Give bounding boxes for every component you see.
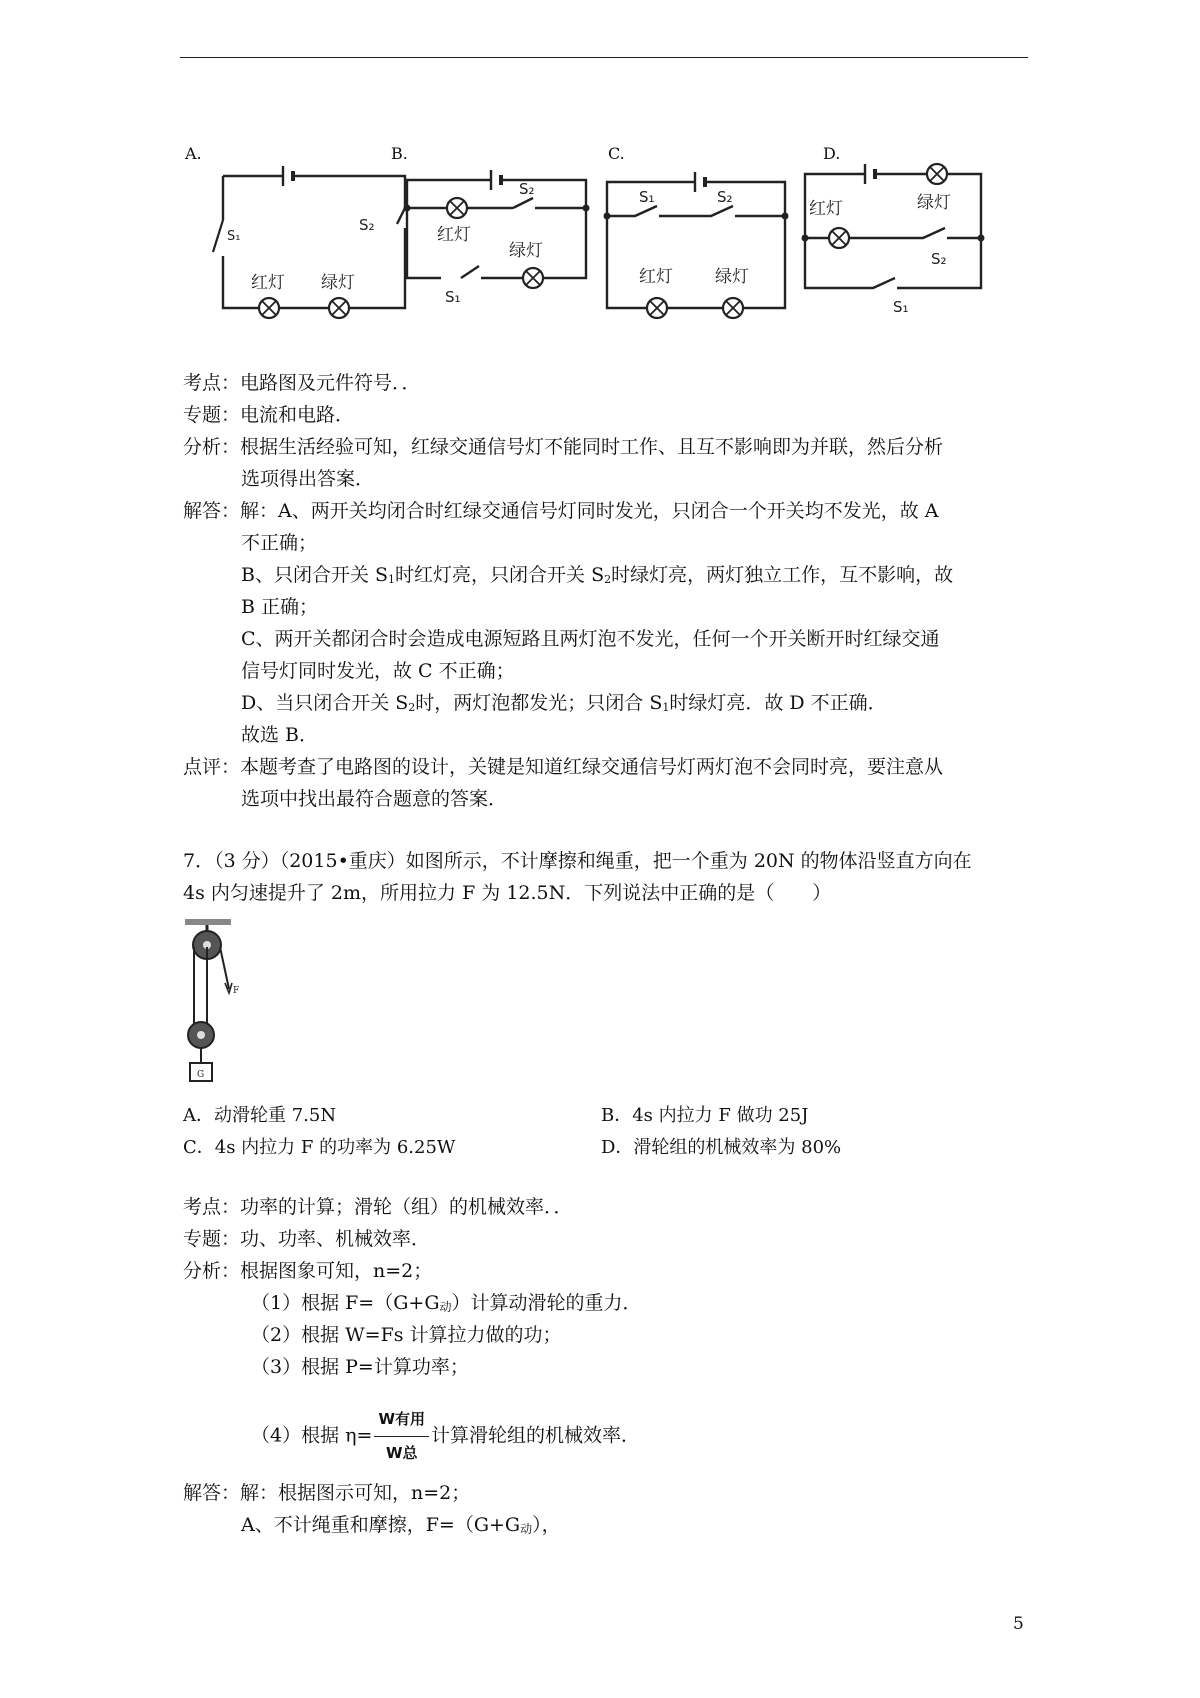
d-s2-label: S₂ bbox=[931, 250, 947, 268]
q6-answer: 故选 B． bbox=[241, 724, 319, 746]
option-c-label: C. bbox=[608, 144, 625, 163]
q6-option-c-analysis-line1: C、两开关都闭合时会造成电源短路且两灯泡不发光，任何一个开关断开时红绿交通 bbox=[241, 628, 940, 650]
c-s1-label: S₁ bbox=[639, 188, 655, 206]
q7-stem bbox=[183, 846, 1028, 910]
force-f-label: F bbox=[233, 986, 240, 996]
q6-option-c-analysis-line2: 信号灯同时发光，故 C 不正确； bbox=[241, 660, 515, 682]
pulley-figure bbox=[183, 917, 249, 1085]
option-b-label: B. bbox=[391, 144, 408, 163]
weight-g-label: G bbox=[197, 1070, 205, 1080]
q7-choice-a: A．动滑轮重 7.5N bbox=[183, 1105, 337, 1126]
c-green-lamp-label: 绿灯 bbox=[715, 267, 749, 287]
q6-jieda-line1: 解答：解：A、两开关均闭合时红绿交通信号灯同时发光，只闭合一个开关均不发光，故 A bbox=[183, 500, 939, 522]
c-s2-label: S₂ bbox=[717, 188, 733, 206]
q6-jieda-line2: 不正确； bbox=[241, 532, 318, 554]
a-green-lamp-label: 绿灯 bbox=[321, 273, 355, 293]
q7-choice-b: B．4s 内拉力 F 做功 25J bbox=[601, 1105, 809, 1126]
circuit-a bbox=[213, 166, 405, 318]
q7-jieda-line1: 解答：解：根据图示可知，n=2； bbox=[183, 1482, 471, 1504]
circuit-options-figure bbox=[183, 144, 1063, 348]
q6-dianping-line2: 选项中找出最符合题意的答案． bbox=[241, 788, 508, 810]
b-s2-label: S₂ bbox=[519, 180, 535, 198]
q7-choice-c: C．4s 内拉力 F 的功率为 6.25W bbox=[183, 1137, 456, 1158]
q7-step4: （4）根据 η= $\frac{\text{W有用}}{\text{W总}}$ 计算滑轮组的机械效率． bbox=[251, 1404, 640, 1469]
q7-stem-line1: 7．（3 分）（2015•重庆）如图所示，不计摩擦和绳重，把一个重为 20N 的物体沿竖直方向在 bbox=[183, 850, 972, 872]
b-red-lamp-label: 红灯 bbox=[437, 225, 471, 245]
circuit-d bbox=[802, 164, 985, 316]
q6-zhuanti: 专题：电流和电路． bbox=[183, 404, 355, 426]
page-number: 5 bbox=[1013, 1614, 1024, 1634]
q7-explanation bbox=[183, 1192, 1028, 1582]
q6-option-b-analysis-line1: B、只闭合开关 $S_1$时红灯亮，只闭合开关 $S_2$时绿灯亮，两灯独立工作，互不影响，故 bbox=[241, 564, 954, 586]
circuit-c bbox=[604, 172, 789, 318]
a-red-lamp-label: 红灯 bbox=[251, 273, 285, 293]
q6-explanation bbox=[183, 368, 1028, 808]
a-s2-label: S₂ bbox=[359, 216, 375, 234]
d-red-lamp-label: 红灯 bbox=[809, 199, 843, 219]
b-s1-label: S₁ bbox=[445, 288, 461, 306]
ceiling-mount bbox=[185, 919, 231, 925]
d-green-lamp-label: 绿灯 bbox=[917, 193, 951, 213]
c-red-lamp-label: 红灯 bbox=[639, 267, 673, 287]
d-s1-label: S₁ bbox=[893, 298, 909, 316]
q6-kaodian: 考点：电路图及元件符号．． bbox=[183, 372, 421, 394]
q7-step3: （3）根据 P=计算功率； bbox=[251, 1356, 469, 1378]
q7-step2: （2）根据 W=Fs 计算拉力做的功； bbox=[251, 1324, 562, 1346]
circuit-b bbox=[404, 170, 590, 306]
a-s1-label: S₁ bbox=[227, 229, 241, 244]
option-a-label: A. bbox=[185, 144, 202, 163]
circuit-diagrams-svg bbox=[183, 148, 1063, 348]
q7-kaodian: 考点：功率的计算；滑轮（组）的机械效率．． bbox=[183, 1196, 573, 1218]
q6-fenxi-line1: 分析：根据生活经验可知，红绿交通信号灯不能同时工作、且互不影响即为并联，然后分析 bbox=[183, 436, 944, 458]
q6-option-d-analysis: D、当只闭合开关 $S_2$时，两灯泡都发光；只闭合 $S_1$时绿灯亮．故 D 不正确． bbox=[241, 692, 887, 714]
q7-choice-d: D．滑轮组的机械效率为 80% bbox=[601, 1137, 842, 1158]
q7-jieda-line2: A、不计绳重和摩擦，F=（G+G动）， bbox=[241, 1514, 561, 1536]
q6-dianping-line1: 点评：本题考查了电路图的设计，关键是知道红绿交通信号灯两灯泡不会同时亮，要注意从 bbox=[183, 756, 944, 778]
q7-zhuanti: 专题：功、功率、机械效率． bbox=[183, 1228, 431, 1250]
q6-fenxi-line2: 选项得出答案． bbox=[241, 468, 375, 490]
efficiency-fraction: $\frac{\text{W有用}}{\text{W总}}$ bbox=[374, 1404, 429, 1469]
q6-option-b-analysis-line2: B 正确； bbox=[241, 596, 319, 618]
header-rule bbox=[180, 57, 1028, 58]
b-green-lamp-label: 绿灯 bbox=[509, 241, 543, 261]
q7-step1: （1）根据 F=（G+G动）计算动滑轮的重力． bbox=[251, 1292, 642, 1314]
q7-stem-line2: 4s 内匀速提升了 2m，所用拉力 F 为 12.5N．下列说法中正确的是（ ） bbox=[183, 882, 832, 904]
q7-fenxi: 分析：根据图象可知，n=2； bbox=[183, 1260, 433, 1282]
option-d-label: D. bbox=[823, 144, 841, 163]
pull-rope bbox=[220, 947, 229, 989]
